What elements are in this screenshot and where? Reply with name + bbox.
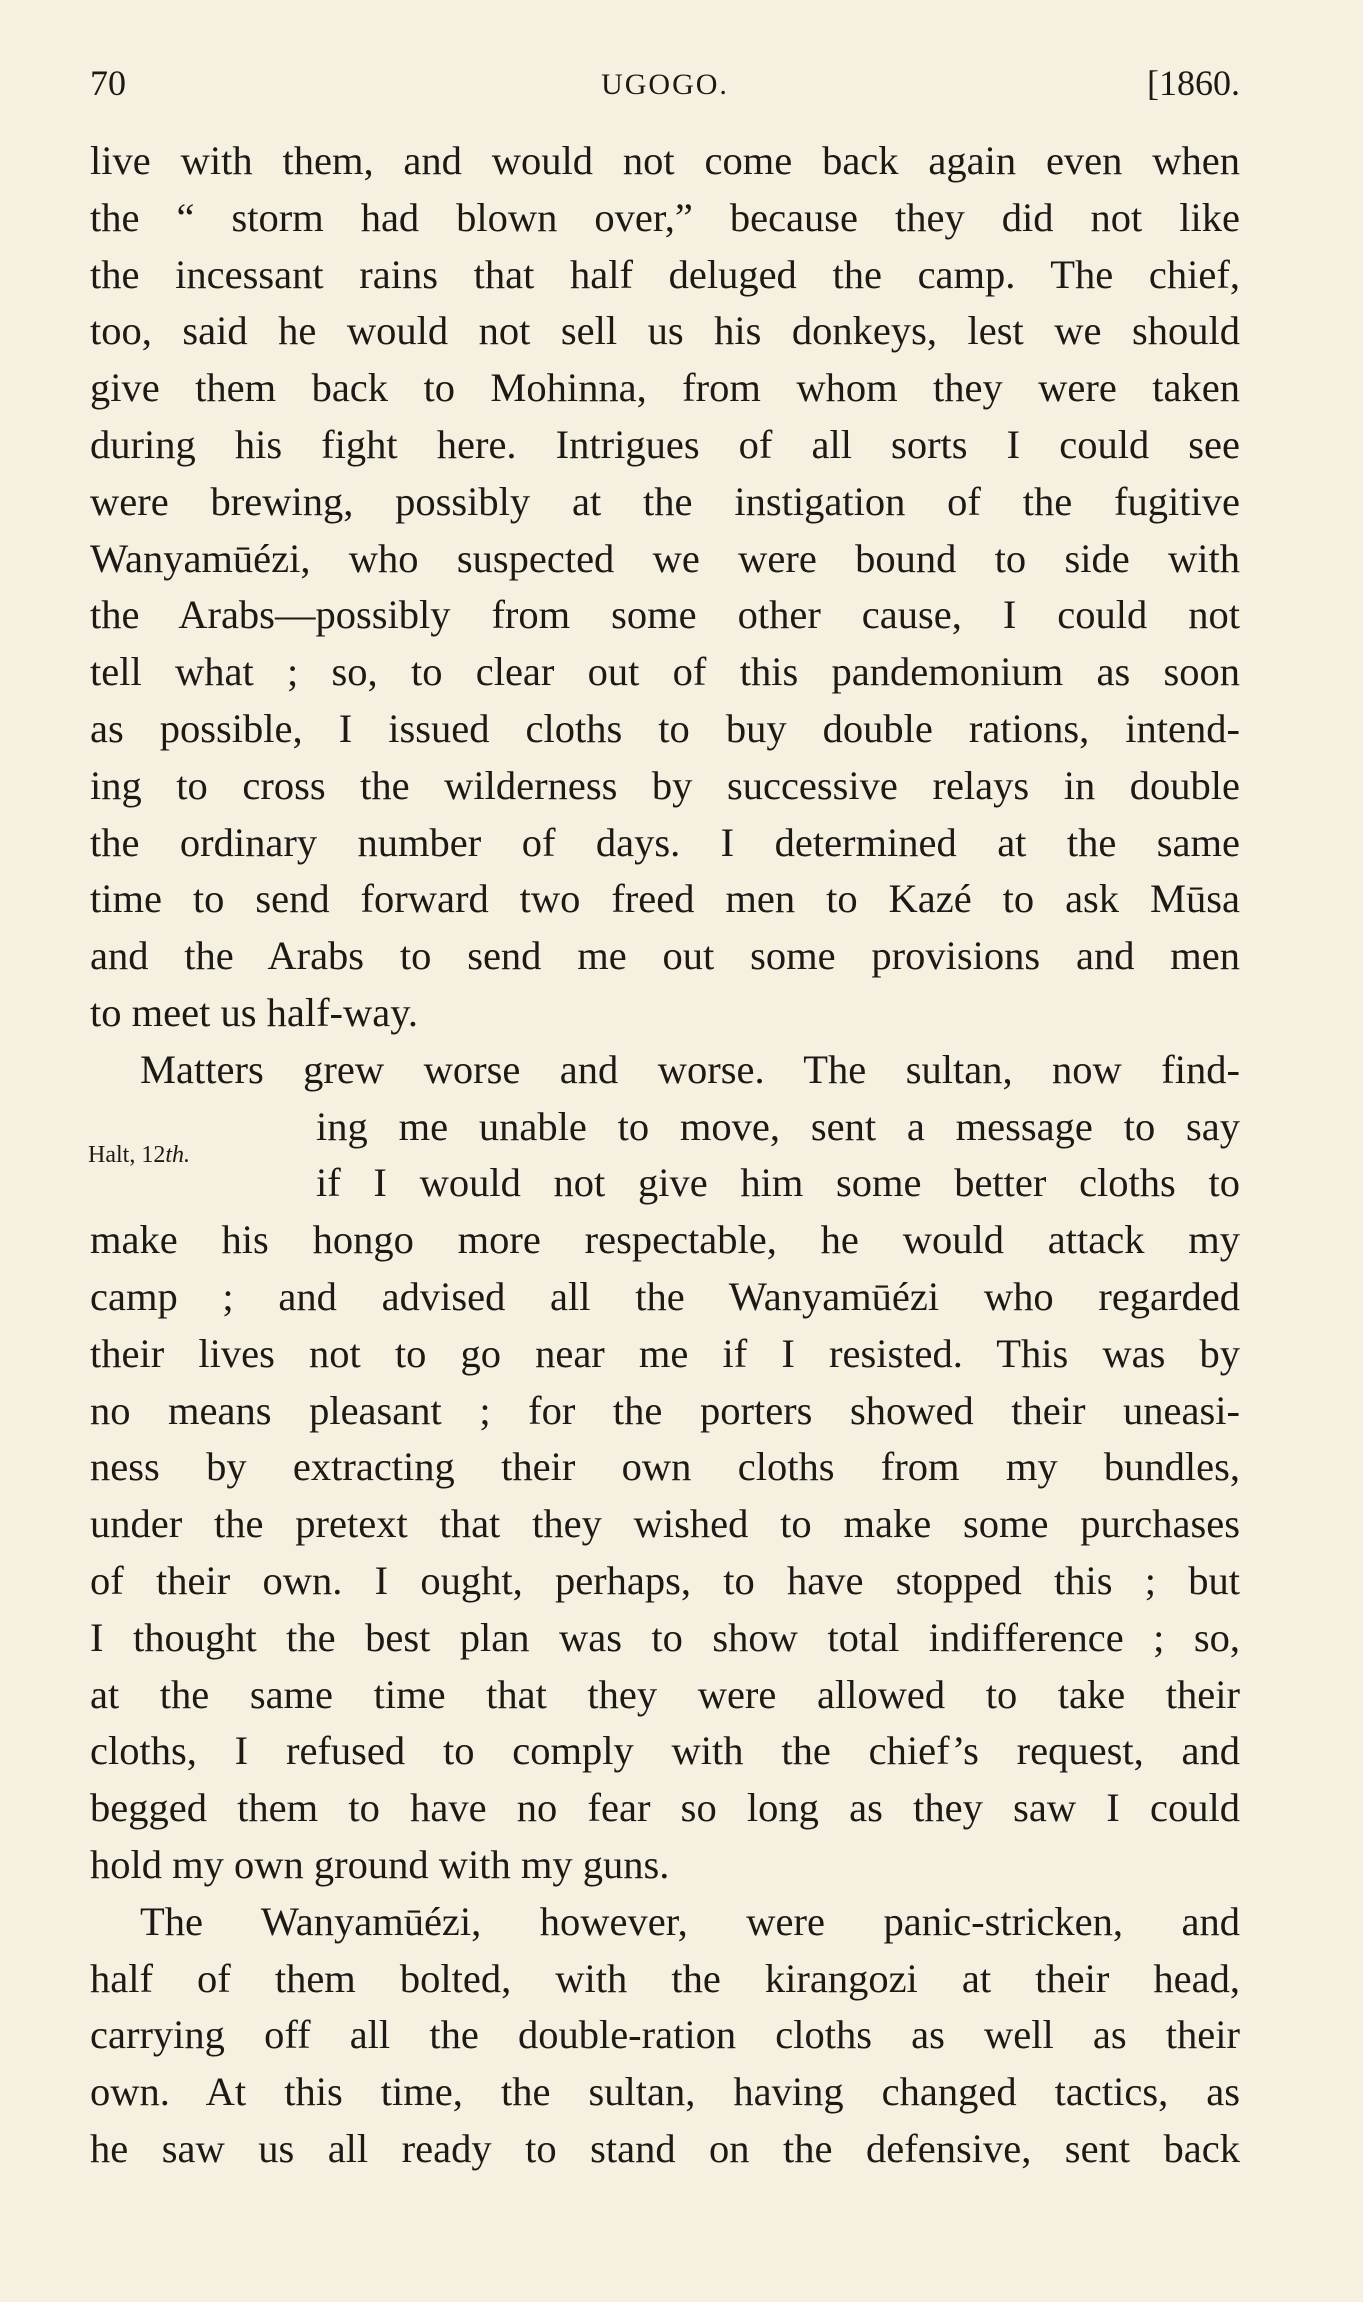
text-line: begged them to have no fear so long as they saw I could xyxy=(90,1785,1240,1831)
text-line: to meet us half-way. xyxy=(90,989,419,1035)
text-line: make his hongo more respectable, he would attack my xyxy=(90,1217,1240,1263)
text-line: half of them bolted, with the kirangozi at their head, xyxy=(90,1955,1240,2001)
text-line: if I would not give him some better cloths to xyxy=(316,1160,1240,1206)
text-line: under the pretext that they wished to make some purchases xyxy=(90,1501,1240,1547)
text-line: at the same time that they were allowed to take their xyxy=(90,1671,1240,1717)
page-number: 70 xyxy=(90,63,126,103)
header-year: [1860. xyxy=(1147,63,1240,103)
text-line: were brewing, possibly at the instigation of the fugitive xyxy=(90,478,1240,524)
text-line: as possible, I issued cloths to buy double rations, intend- xyxy=(90,705,1240,751)
text-line: time to send forward two freed men to Kazé to ask Mūsa xyxy=(90,876,1240,922)
text-line: cloths, I refused to comply with the chief’s request, and xyxy=(90,1728,1240,1774)
text-line: hold my own ground with my guns. xyxy=(90,1841,670,1887)
text-line: he saw us all ready to stand on the defensive, sent back xyxy=(90,2125,1240,2171)
text-line: the ordinary number of days. I determined at the same xyxy=(90,819,1240,865)
text-line: the incessant rains that half deluged the camp. The chief, xyxy=(90,251,1240,297)
text-line: the “ storm had blown over,” because they did not like xyxy=(90,194,1240,240)
text-line: The Wanyamūézi, however, were panic-stricken, and xyxy=(140,1898,1240,1944)
text-line: their lives not to go near me if I resisted. This was by xyxy=(90,1330,1240,1376)
text-line: ing me unable to move, sent a message to say xyxy=(316,1103,1240,1149)
text-line: I thought the best plan was to show total indifference ; so, xyxy=(90,1614,1240,1660)
body-text xyxy=(90,133,1240,2178)
text-line: ness by extracting their own cloths from my bundles, xyxy=(90,1444,1240,1490)
text-line: during his fight here. Intrigues of all sorts I could see xyxy=(90,421,1240,467)
running-header xyxy=(90,62,1240,118)
text-line: the Arabs—possibly from some other cause, I could not xyxy=(90,592,1240,638)
text-line: Wanyamūézi, who suspected we were bound to side with xyxy=(90,535,1240,581)
text-line: tell what ; so, to clear out of this pandemonium as soon xyxy=(90,649,1240,695)
text-line: live with them, and would not come back again even when xyxy=(90,138,1240,183)
text-line: too, said he would not sell us his donkeys, lest we should xyxy=(90,308,1240,354)
text-line: no means pleasant ; for the porters showed their uneasi- xyxy=(90,1387,1240,1433)
text-line: and the Arabs to send me out some provisions and men xyxy=(90,933,1240,979)
running-title: UGOGO. xyxy=(601,68,729,101)
text-line: ing to cross the wilderness by successive relays in double xyxy=(90,762,1240,808)
text-line: carrying off all the double-ration cloths as well as their xyxy=(90,2012,1240,2058)
marginal-note: Halt, 12th. xyxy=(88,1142,190,1168)
text-line: of their own. I ought, perhaps, to have stopped this ; but xyxy=(90,1557,1240,1603)
text-line: Matters grew worse and worse. The sultan, now find- xyxy=(140,1046,1240,1092)
text-line: camp ; and advised all the Wanyamūézi who regarded xyxy=(90,1273,1240,1319)
text-line: own. At this time, the sultan, having changed tactics, as xyxy=(90,2069,1240,2115)
text-line: give them back to Mohinna, from whom they were taken xyxy=(90,365,1240,411)
